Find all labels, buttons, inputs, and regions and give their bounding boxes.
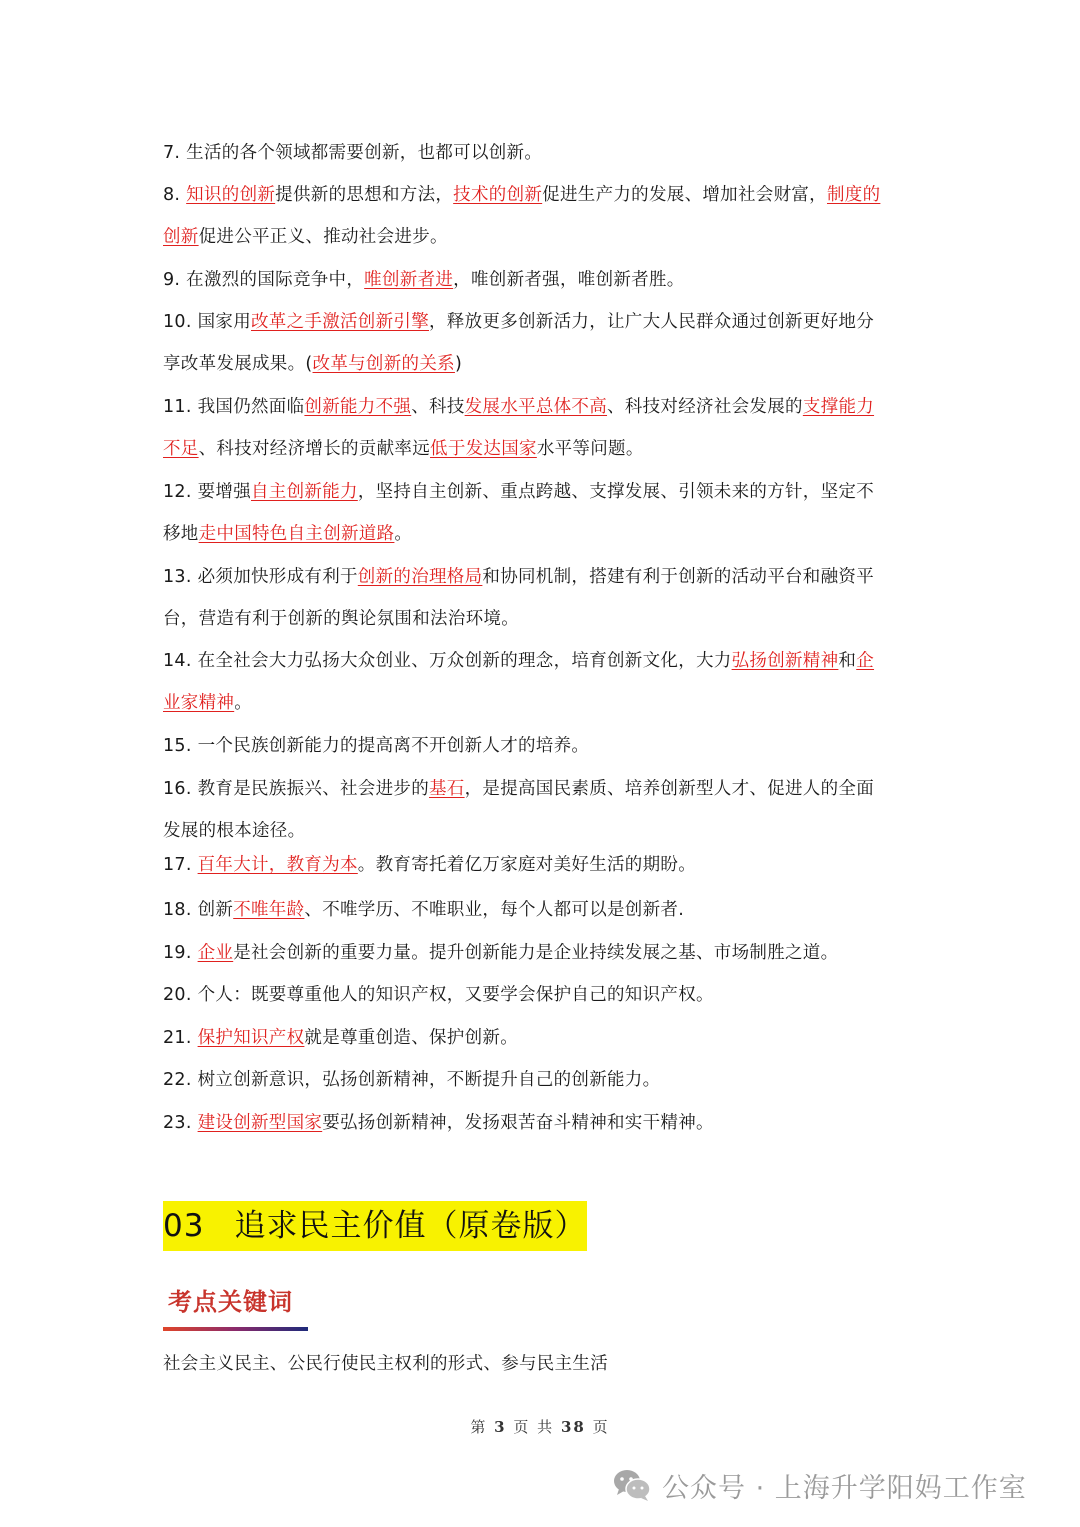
text-segment: 7. 生活的各个领域都需要创新，也都可以创新。 [163, 143, 543, 163]
text-segment: 14. 在全社会大力弘扬大众创业、万众创新的理念，培育创新文化，大力 [163, 651, 732, 671]
keywords-heading: 考点关键词 [168, 1287, 293, 1316]
text-segment: 18. 创新 [163, 900, 234, 920]
text-segment: 20. 个人：既要尊重他人的知识产权，又要学会保护自己的知识产权。 [163, 985, 714, 1005]
footer-total: 38 [560, 1418, 586, 1436]
highlighted-term: 知识的创新 [186, 185, 276, 205]
list-item [163, 259, 923, 301]
list-item [163, 974, 923, 1016]
highlighted-term: 自主创新能力 [251, 482, 358, 502]
list-item [163, 1059, 923, 1101]
list-item-line [163, 513, 923, 555]
text-segment: 19. [163, 943, 198, 963]
list-item [163, 889, 923, 931]
list-item [163, 725, 923, 767]
text-segment: ，坚持自主创新、重点跨越、支撑发展、引领未来的方针，坚定不 [357, 482, 875, 502]
wechat-icon [612, 1467, 652, 1503]
highlighted-term: 企 [856, 651, 875, 671]
footer-middle: 页 共 [513, 1418, 555, 1436]
text-segment: 10. 国家用 [163, 312, 251, 332]
list-item-line [163, 216, 923, 258]
highlighted-term: 改革与创新的关系 [312, 354, 455, 374]
text-segment: 、不唯学历、不唯职业，每个人都可以是创新者. [304, 900, 685, 920]
text-segment: 23. [163, 1113, 198, 1133]
highlighted-term: 保护知识产权 [197, 1028, 305, 1048]
text-segment: 促进生产力的发展、增加社会财富， [542, 185, 827, 205]
keywords-underline [163, 1327, 308, 1331]
text-segment: ，唯创新者强，唯创新者胜。 [453, 270, 685, 290]
list-item [163, 386, 923, 470]
highlighted-term: 创新 [163, 227, 199, 247]
list-item-line [163, 1059, 923, 1101]
highlighted-term: 弘扬创新精神 [731, 651, 839, 671]
text-segment: 。教育寄托着亿万家庭对美好生活的期盼。 [357, 855, 696, 875]
highlighted-term: 走中国特色自主创新道路 [198, 524, 395, 544]
highlighted-term: 建设创新型国家 [197, 1113, 323, 1133]
list-item [163, 301, 923, 385]
text-segment: 16. 教育是民族振兴、社会进步的 [163, 779, 429, 799]
text-segment: 11. 我国仍然面临 [163, 397, 305, 417]
list-item-line [163, 132, 923, 174]
section-title [163, 1201, 587, 1251]
text-segment: 、科技对经济增长的贡献率远 [198, 439, 431, 459]
list-item [163, 844, 923, 886]
text-segment: 。 [234, 693, 253, 713]
footer-suffix: 页 [592, 1418, 610, 1436]
text-segment: 、科技对经济社会发展的 [607, 397, 803, 417]
watermark-text: 公众号 · 上海升学阳妈工作室 [662, 1472, 1027, 1504]
list-item-line [163, 932, 923, 974]
list-item-line [163, 1017, 923, 1059]
wechat-watermark [612, 1460, 1027, 1510]
text-segment: 台，营造有利于创新的舆论氛围和法治环境。 [163, 609, 519, 629]
text-segment: 22. 树立创新意识，弘扬创新精神，不断提升自己的创新能力。 [163, 1070, 661, 1090]
list-item-line [163, 259, 923, 301]
highlighted-term: 不唯年龄 [233, 900, 305, 920]
list-item-line [163, 889, 923, 931]
list-item-line [163, 974, 923, 1016]
highlighted-term: 创新能力不强 [304, 397, 412, 417]
page-number-footer [0, 1416, 1080, 1437]
list-item-line [163, 343, 923, 385]
highlighted-term: 业家精神 [163, 693, 235, 713]
footer-prefix: 第 [470, 1418, 488, 1436]
text-segment: 促进公平正义、推动社会进步。 [198, 227, 448, 247]
list-item-line [163, 428, 923, 470]
keywords-text: 社会主义民主、公民行使民主权利的形式、参与民主生活 [163, 1354, 608, 1374]
list-item-line [163, 640, 923, 682]
text-segment: 移地 [163, 524, 199, 544]
text-segment: 水平等问题。 [536, 439, 644, 459]
highlighted-term: 百年大计，教育为本 [197, 855, 358, 875]
list-item [163, 132, 923, 174]
highlighted-term: 发展水平总体不高 [464, 397, 608, 417]
text-segment: ) [454, 354, 463, 374]
list-item-line [163, 556, 923, 598]
list-item [163, 1102, 923, 1144]
list-item-line [163, 386, 923, 428]
text-segment: 9. 在激烈的国际竞争中， [163, 270, 365, 290]
text-segment: 12. 要增强 [163, 482, 251, 502]
highlighted-term: 创新的治理格局 [357, 567, 483, 587]
text-segment: ，释放更多创新活力，让广大人民群众通过创新更好地分 [429, 312, 874, 332]
text-segment: 是社会创新的重要力量。提升创新能力是企业持续发展之基、市场制胜之道。 [233, 943, 839, 963]
footer-page: 3 [494, 1418, 507, 1436]
list-item [163, 768, 923, 852]
text-segment: ，是提高国民素质、培养创新型人才、促进人的全面 [464, 779, 875, 799]
text-segment: 13. 必须加快形成有利于 [163, 567, 358, 587]
list-item-line [163, 768, 923, 810]
highlighted-term: 支撑能力 [802, 397, 875, 417]
list-item-line [163, 301, 923, 343]
section-heading: 追求民主价值（原卷版） [234, 1208, 587, 1244]
highlighted-term: 企业 [197, 943, 234, 963]
text-segment: 。 [394, 524, 413, 544]
list-item-line [163, 598, 923, 640]
highlighted-term: 基石 [429, 779, 465, 799]
text-segment: 提供新的思想和方法， [275, 185, 454, 205]
text-segment: 就是尊重创造、保护创新。 [304, 1028, 519, 1048]
text-segment: 享改革发展成果。( [163, 354, 313, 374]
list-item [163, 471, 923, 555]
text-segment: 、科技 [411, 397, 465, 417]
text-segment: 8. [163, 185, 187, 205]
list-item-line [163, 174, 923, 216]
list-item-line [163, 471, 923, 513]
list-item-line [163, 844, 923, 886]
list-item [163, 556, 923, 640]
text-segment: 要弘扬创新精神，发扬艰苦奋斗精神和实干精神。 [322, 1113, 714, 1133]
list-item-line [163, 1102, 923, 1144]
highlighted-term: 唯创新者进 [364, 270, 454, 290]
list-item [163, 932, 923, 974]
list-item-line [163, 682, 923, 724]
text-segment: 和协同机制，搭建有利于创新的活动平台和融资平 [482, 567, 875, 587]
section-number: 03 [163, 1208, 205, 1244]
text-segment: 17. [163, 855, 198, 875]
list-item [163, 640, 923, 724]
highlighted-term: 制度的 [826, 185, 881, 205]
text-segment: 15. 一个民族创新能力的提高离不开创新人才的培养。 [163, 736, 590, 756]
highlighted-term: 不足 [163, 439, 199, 459]
text-segment: 21. [163, 1028, 198, 1048]
highlighted-term: 技术的创新 [453, 185, 543, 205]
highlighted-term: 改革之手激活创新引擎 [251, 312, 429, 332]
text-segment: 和 [838, 651, 857, 671]
list-item [163, 1017, 923, 1059]
text-segment: 发展的根本途径。 [163, 821, 306, 841]
list-item-line [163, 725, 923, 767]
list-item [163, 174, 923, 258]
highlighted-term: 低于发达国家 [430, 439, 537, 459]
